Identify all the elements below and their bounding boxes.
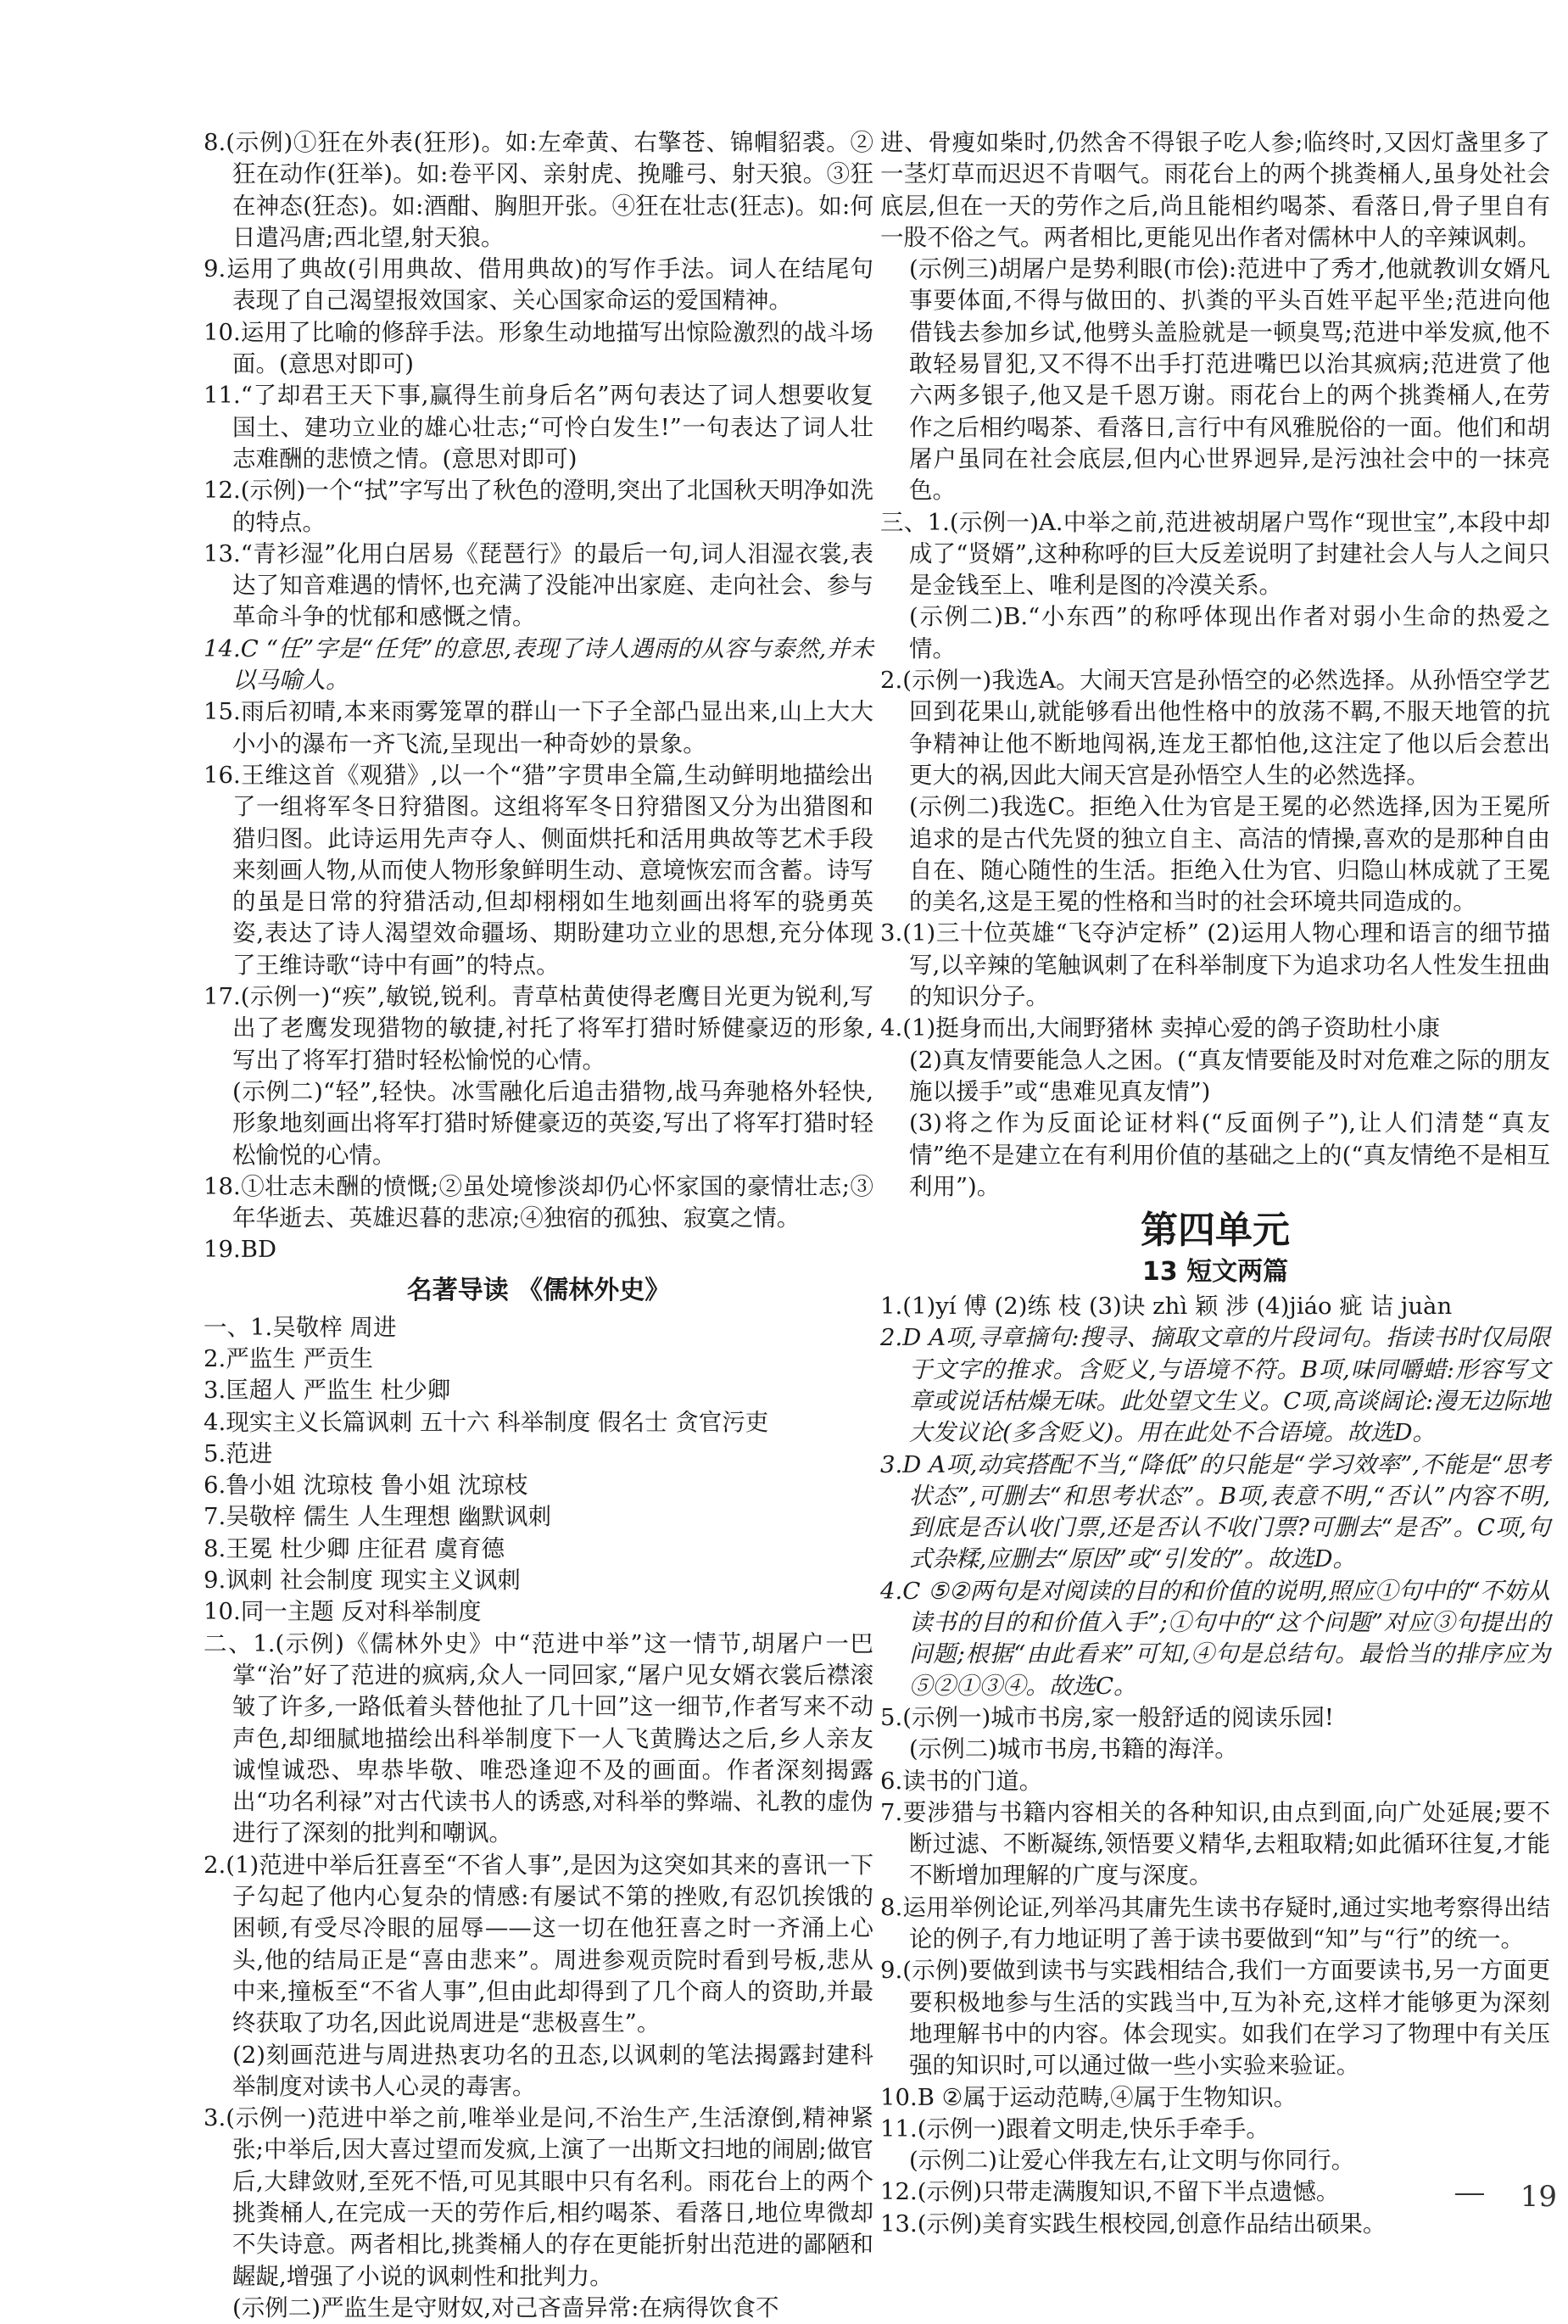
answer-item: 进、骨瘦如柴时,仍然舍不得银子吃人参;临终时,又因灯盏里多了一茎灯草而迟迟不肯咽气。雨花台上的两个挑粪桶人,虽身处社会底层,但在一天的劳作之后,尚且能相约喝茶、看落日,骨子里自有一股不俗之气。两者相比,更能见出作者对儒林中人的辛辣讽刺。 [880, 129, 1550, 251]
answer-item: 4.C ⑤②两句是对阅读的目的和价值的说明,照应①句中的“不妨从读书的目的和价值入手”;①句中的“这个问题”对应③句提出的问题;根据“由此看来”可知,④句是总结句。最恰当的排序应为⑤②①③④。故选C。 [880, 1577, 1550, 1700]
lesson-title: 13 短文两篇 [1141, 1257, 1289, 1288]
answer-item: 3.D A项,动宾搭配不当,“降低”的只能是“学习效率”,不能是“思考状态”,可删去“和思考状态”。B项,表意不明,“否认”内容不明,到底是否认收门票,还是否认不收门票?可删去“是否”。C项,句式杂糅,应删去“原因”或“引发的”。故选D。 [880, 1450, 1550, 1573]
answer-item: 18.①壮志未酬的愤慨;②虽处境惨淡却仍心怀家国的豪情壮志;③年华逝去、英雄迟暮的悲凉;④独宿的孤独、寂寞之情。 [204, 1172, 873, 1232]
answer-item: 3.匡超人 严监生 杜少卿 [204, 1377, 451, 1405]
answer-item: 三、1.(示例一)A.中举之前,范进被胡屠户骂作“现世宝”,本段中却成了“贤婿”,这种称呼的巨大反差说明了封建社会人与人之间只是金钱至上、唯利是图的冷漠关系。 [880, 508, 1550, 600]
page-dash [1455, 2193, 1484, 2195]
answer-item: 7.吴敬梓 儒生 人生理想 幽默讽刺 [204, 1503, 551, 1531]
answer-item: 8.运用举例论证,列举冯其庸先生读书存疑时,通过实地考察得出结论的例子,有力地证明了善于读书要做到“知”与“行”的统一。 [880, 1893, 1550, 1953]
left-answers-1 [204, 127, 873, 1266]
answer-item: 8.(示例)①狂在外表(狂形)。如:左牵黄、右擎苍、锦帽貂裘。②狂在动作(狂举)。如:卷平冈、亲射虎、挽雕弓、射天狼。③狂在神态(狂态)。如:酒酣、胸胆开张。④狂在壮志(狂志)。如:何日遣冯唐;西北望,射天狼。 [204, 129, 873, 251]
answer-item: 10.同一主题 反对科举制度 [204, 1598, 482, 1626]
answer-item: (示例二)B.“小东西”的称呼体现出作者对弱小生命的热爱之情。 [909, 603, 1550, 662]
answer-item: (示例二)我选C。拒绝入仕为官是王冕的必然选择,因为王冕所追求的是古代先贤的独立自主、高洁的情操,喜欢的是那种自由自在、随心随性的生活。拒绝入仕为官、归隐山林成就了王冕的美名,这是王冕的性格和当时的社会环境共同造成的。 [909, 793, 1550, 916]
answer-item: (2)刻画范进与周进热衷功名的丑态,以讽刺的笔法揭露封建科举制度对读书人心灵的毒害。 [232, 2041, 873, 2100]
answer-item: 19.BD [204, 1236, 276, 1264]
answer-item: 16.王维这首《观猎》,以一个“猎”字贯串全篇,生动鲜明地描绘出了一组将军冬日狩猎图。这组将军冬日狩猎图又分为出猎图和猎归图。此诗运用先声夺人、侧面烘托和活用典故等艺术手段来刻画人物,从而使人物形象鲜明生动、意境恢宏而含蓄。诗写的虽是日常的狩猎活动,但却栩栩如生地刻画出将军的骁勇英姿,表达了诗人渴望效命疆场、期盼建功立业的思想,充分体现了王维诗歌“诗中有画”的特点。 [204, 761, 873, 979]
answer-item: 2.严监生 严贡生 [204, 1344, 373, 1372]
answer-item: (示例二)严监生是守财奴,对己吝啬异常:在病得饮食不 [232, 2293, 779, 2321]
answer-item: 11.(示例一)跟着文明走,快乐手牵手。 [880, 2115, 1269, 2142]
answer-item: 二、1.(示例)《儒林外史》中“范进中举”这一情节,胡屠户一巴掌“治”好了范进的疯病,众人一同回家,“屠户见女婿衣裳后襟滚皱了许多,一路低着头替他扯了几十回”这一细节,作者写来不动声色,却细腻地描绘出科举制度下一人飞黄腾达之后,乡人亲友诚惶诚恐、卑恭毕敬、唯恐逢迎不及的画面。作者深刻揭露出“功名利禄”对古代读书人的诱惑,对科举的弊端、礼教的虚伪进行了深刻的批判和嘲讽。 [204, 1629, 873, 1847]
answer-item: 4.现实主义长篇讽刺 五十六 科举制度 假名士 贪官污吏 [204, 1408, 769, 1436]
answer-item: 5.(示例一)城市书房,家一般舒适的阅读乐园! [880, 1703, 1334, 1731]
answer-item: 10.B ②属于运动范畴,④属于生物知识。 [880, 2083, 1297, 2111]
answer-item: (示例二)让爱心伴我左右,让文明与你同行。 [909, 2147, 1355, 2175]
answer-item: 9.讽刺 社会制度 现实主义讽刺 [204, 1567, 521, 1595]
answer-item: 一、1.吴敬梓 周进 [204, 1313, 397, 1341]
answer-item: 1.(1)yí 傅 (2)练 枝 (3)诀 zhì 颖 涉 (4)jiáo 疵 诘 juàn [880, 1293, 1453, 1321]
answer-item: 14.C “任”字是“任凭”的意思,表现了诗人遇雨的从容与泰然,并未以马喻人。 [204, 634, 873, 695]
answer-item: 13.(示例)美育实践生根校园,创意作品结出硕果。 [880, 2209, 1387, 2237]
answer-item: 7.要涉猎与书籍内容相关的各种知识,由点到面,向广处延展;要不断过滤、不断凝练,领悟要义精华,去粗取精;如此循环往复,才能不断增加理解的广度与深度。 [880, 1798, 1550, 1890]
answer-item: 2.D A项,寻章摘句:搜寻、摘取文章的片段词句。指读书时仅局限于文字的推求。含贬义,与语境不符。B项,味同嚼蜡:形容写文章或说话枯燥无味。此处望文生义。C项,高谈阔论:漫无边际地大发议论(多含贬义)。用在此处不合语境。故选D。 [880, 1324, 1550, 1447]
answer-item: 5.范进 [204, 1439, 273, 1467]
section-title-rulin: 名著导读 《儒林外史》 [406, 1275, 671, 1305]
answer-item: 6.读书的门道。 [880, 1767, 1043, 1795]
answer-item: (示例三)胡屠户是势利眼(市侩):范进中了秀才,他就教训女婿凡事要体面,不得与做田的、扒粪的平头百姓平起平坐;范进向他借钱去参加乡试,他劈头盖脸就是一顿臭骂;范进中举发疯,他不敢轻易冒犯,又不得不出手打范进嘴巴以治其疯病;范进赏了他六两多银子,他又是千恩万谢。雨花台上的两个挑粪桶人,在劳作之后相约喝茶、看落日,言行中有风雅脱俗的一面。他们和胡屠户虽同在社会底层,但内心世界迥异,是污浊社会中的一抹亮色。 [909, 255, 1550, 505]
page-number: 19 [1520, 2180, 1557, 2214]
answer-item: 3.(1)三十位英雄“飞夺泸定桥” (2)运用人物心理和语言的细节描写,以辛辣的笔触讽刺了在科举制度下为追求功名人性发生扭曲的知识分子。 [880, 919, 1550, 1011]
answer-item: (3)将之作为反面论证材料(“反面例子”),让人们清楚“真友情”绝不是建立在有利用价值的基础之上的(“真友情绝不是相互利用”)。 [909, 1109, 1550, 1200]
answer-item: 17.(示例一)“疾”,敏锐,锐利。青草枯黄使得老鹰目光更为锐利,写出了老鹰发现猎物的敏捷,衬托了将军打猎时矫健豪迈的形象,写出了将军打猎时轻松愉悦的心情。 [204, 983, 873, 1074]
answer-item: 2.(1)范进中举后狂喜至“不省人事”,是因为这突如其来的喜讯一下子勾起了他内心复杂的情感:有屡试不第的挫败,有忍饥挨饿的困顿,有受尽冷眼的屈辱——这一切在他狂喜之时一齐涌上心头,他的结局正是“喜由悲来”。周进参观贡院时看到号板,悲从中来,撞板至“不省人事”,但由此却得到了几个商人的资助,并最终获取了功名,因此说周进是“悲极喜生”。 [204, 1851, 873, 2037]
answer-item: 10.运用了比喻的修辞手法。形象生动地描写出惊险激烈的战斗场面。(意思对即可) [204, 318, 873, 378]
page-number-area [1455, 2171, 1557, 2214]
answer-item: 9.(示例)要做到读书与实践相结合,我们一方面要读书,另一方面更要积极地参与生活的实践当中,互为补充,这样才能够更为深刻地理解书中的内容。体会现实。如我们在学习了物理中有关压强的知识时,可以通过做一些小实验来验证。 [880, 1957, 1550, 2080]
answer-item: 8.王冕 杜少卿 庄征君 虞育德 [204, 1534, 505, 1562]
left-answers-2 [204, 1312, 873, 2324]
answer-item: (示例二)城市书房,书籍的海洋。 [909, 1735, 1238, 1763]
answer-item: (2)真友情要能急人之困。(“真友情要能及时对危难之际的朋友施以援手”或“患难见真友情”) [909, 1046, 1550, 1105]
answer-item: 9.运用了典故(引用典故、借用典故)的写作手法。词人在结尾句表现了自己渴望报效国家、关心国家命运的爱国精神。 [204, 255, 873, 315]
answer-item: 11.“了却君王天下事,赢得生前身后名”两句表达了词人想要收复国土、建功立业的雄心壮志;“可怜白发生!”一句表达了词人壮志难酬的悲愤之情。(意思对即可) [204, 382, 873, 472]
right-column [880, 127, 1550, 2240]
answer-item: (示例二)“轻”,轻快。冰雪融化后追击猎物,战马奔驰格外轻快,形象地刻画出将军打猎时矫健豪迈的英姿,写出了将军打猎时轻松愉悦的心情。 [232, 1077, 873, 1169]
answer-item: 3.(示例一)范进中举之前,唯举业是问,不治生产,生活潦倒,精神紧张;中举后,因大喜过望而发疯,上演了一出斯文扫地的闹剧;做官后,大肆敛财,至死不悟,可见其眼中只有名利。雨花台上的两个挑粪桶人,在完成一天的劳作后,相约喝茶、看落日,地位卑微却不失诗意。两者相比,挑粪桶人的存在更能折射出范进的鄙陋和龌龊,增强了小说的讽刺性和批判力。 [204, 2104, 873, 2290]
left-column [204, 127, 873, 2324]
answer-item: 6.鲁小姐 沈琼枝 鲁小姐 沈琼枝 [204, 1472, 528, 1500]
answer-item: 4.(1)挺身而出,大闹野猪林 卖掉心爱的鸽子资助杜小康 [880, 1014, 1441, 1042]
right-answers-2 [880, 1291, 1550, 2240]
answer-item: 2.(示例一)我选A。大闹天宫是孙悟空的必然选择。从孙悟空学艺回到花果山,就能够看出他性格中的放荡不羁,不服天地管的抗争精神让他不断地闯祸,连龙王都怕他,这注定了他以后会惹出更大的祸,因此大闹天宫是孙悟空人生的必然选择。 [880, 667, 1550, 789]
unit-title: 第四单元 [1141, 1209, 1290, 1253]
answer-item: 15.雨后初晴,本来雨雾笼罩的群山一下子全部凸显出来,山上大大小小的瀑布一齐飞流,呈现出一种奇妙的景象。 [204, 698, 873, 757]
right-answers-1 [880, 127, 1550, 1203]
answer-item: 12.(示例)只带走满腹知识,不留下半点遗憾。 [880, 2178, 1340, 2206]
answer-item: 12.(示例)一个“拭”字写出了秋色的澄明,突出了北国秋天明净如洗的特点。 [204, 477, 873, 536]
answer-item: 13.“青衫湿”化用白居易《琵琶行》的最后一句,词人泪湿衣裳,表达了知音难遇的情怀,也充满了没能冲出家庭、走向社会、参与革命斗争的忧郁和感慨之情。 [204, 539, 873, 631]
